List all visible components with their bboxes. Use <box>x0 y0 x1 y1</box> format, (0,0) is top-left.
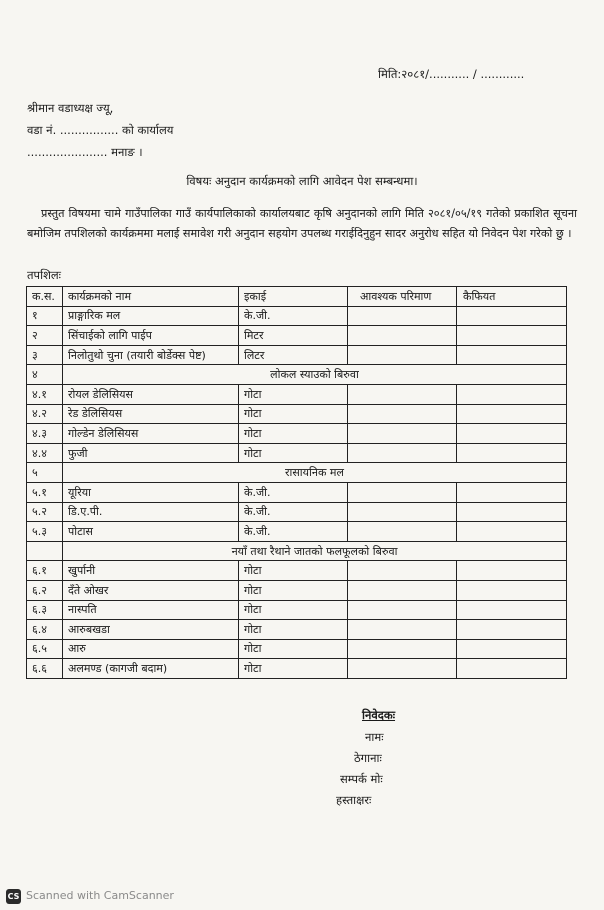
table-row <box>27 522 567 542</box>
cell-program-name: गोल्डेन डेलिसियस <box>63 424 239 444</box>
table-row <box>27 502 567 522</box>
cell-required-quantity <box>348 620 457 640</box>
cell-program-name: खुर्पानी <box>63 561 239 581</box>
cell-unit: के.जी. <box>239 306 348 326</box>
cell-unit: गोटा <box>239 443 348 463</box>
cell-unit: के.जी. <box>239 522 348 542</box>
cell-unit: मिटर <box>239 326 348 346</box>
cell-program-name: आरु <box>63 639 239 659</box>
cell-sn: ६.४ <box>27 620 63 640</box>
cell-unit: गोटा <box>239 561 348 581</box>
camscanner-logo-icon: CS <box>6 889 21 904</box>
cell-required-quantity <box>348 424 457 444</box>
cell-unit: गोटा <box>239 639 348 659</box>
cell-sn: ४.१ <box>27 384 63 404</box>
cell-remarks <box>457 424 567 444</box>
cell-sn: २ <box>27 326 63 346</box>
applicant-signature-label: हस्ताक्षरः <box>336 793 372 807</box>
table-row <box>27 659 567 679</box>
table-row <box>27 404 567 424</box>
cell-required-quantity <box>348 502 457 522</box>
cell-required-quantity <box>348 659 457 679</box>
cell-remarks <box>457 306 567 326</box>
applicant-heading: निवेदकः <box>362 708 396 722</box>
table-row <box>27 600 567 620</box>
cell-sn: ६.२ <box>27 580 63 600</box>
cell-sn: ४.४ <box>27 443 63 463</box>
date-line: मिति:२०८१/........... / ............ <box>378 67 525 81</box>
cell-section-title: नयाँ तथा रैथाने जातको फलफूलको बिरुवा <box>63 541 567 561</box>
subject-line: विषयः अनुदान कार्यक्रमको लागि आवेदन पेश सम्बन्धमा। <box>186 174 418 188</box>
cell-sn: ४.३ <box>27 424 63 444</box>
table-section-row <box>27 541 567 561</box>
cell-program-name: डि.ए.पी. <box>63 502 239 522</box>
table-row <box>27 620 567 640</box>
cell-section-title: रासायनिक मल <box>63 463 567 483</box>
cell-required-quantity <box>348 580 457 600</box>
table-row <box>27 639 567 659</box>
cell-unit: गोटा <box>239 659 348 679</box>
cell-remarks <box>457 482 567 502</box>
cell-sn <box>27 541 63 561</box>
cell-required-quantity <box>348 326 457 346</box>
cell-program-name: रेड डेलिसियस <box>63 404 239 424</box>
cell-remarks <box>457 561 567 581</box>
cell-unit: के.जी. <box>239 502 348 522</box>
cell-remarks <box>457 639 567 659</box>
table-row <box>27 345 567 365</box>
cell-program-name: दँते ओखर <box>63 580 239 600</box>
cell-unit: गोटा <box>239 600 348 620</box>
cell-required-quantity <box>348 306 457 326</box>
cell-program-name: रोयल डेलिसियस <box>63 384 239 404</box>
table-row <box>27 306 567 326</box>
table-row <box>27 561 567 581</box>
table-row <box>27 580 567 600</box>
cell-sn: ५.१ <box>27 482 63 502</box>
cell-program-name: नास्पति <box>63 600 239 620</box>
header-remarks: कैफियत <box>457 287 567 307</box>
table-row <box>27 424 567 444</box>
cell-remarks <box>457 326 567 346</box>
cell-required-quantity <box>348 482 457 502</box>
recipient-title: श्रीमान वडाध्यक्ष ज्यू, <box>27 101 114 115</box>
cell-required-quantity <box>348 522 457 542</box>
cell-unit: गोटा <box>239 404 348 424</box>
cell-section-title: लोकल स्याउको बिरुवा <box>63 365 567 385</box>
cell-required-quantity <box>348 600 457 620</box>
table-body <box>27 306 567 678</box>
table-header-row <box>27 287 567 307</box>
cell-remarks <box>457 659 567 679</box>
camscanner-text: Scanned with CamScanner <box>26 889 174 902</box>
header-unit: इकाई <box>239 287 348 307</box>
cell-unit: गोटा <box>239 384 348 404</box>
cell-required-quantity <box>348 404 457 424</box>
header-sn: क.स. <box>27 287 63 307</box>
details-label: तपशिलः <box>27 268 62 282</box>
recipient-office: वडा नं. ................ को कार्यालय <box>27 123 174 137</box>
cell-unit: गोटा <box>239 580 348 600</box>
cell-sn: ६.१ <box>27 561 63 581</box>
cell-unit: लिटर <box>239 345 348 365</box>
cell-remarks <box>457 600 567 620</box>
cell-sn: ५.३ <box>27 522 63 542</box>
header-program-name: कार्यक्रमको नाम <box>63 287 239 307</box>
table-row <box>27 384 567 404</box>
program-table <box>26 286 567 679</box>
header-required-quantity: आवश्यक परिमाण <box>348 287 457 307</box>
cell-program-name: आरुबखडा <box>63 620 239 640</box>
cell-remarks <box>457 384 567 404</box>
cell-remarks <box>457 345 567 365</box>
cell-sn: ६.६ <box>27 659 63 679</box>
table-row <box>27 443 567 463</box>
cell-required-quantity <box>348 345 457 365</box>
recipient-location: ...................... मनाङ । <box>27 145 143 159</box>
cell-sn: ४.२ <box>27 404 63 424</box>
table-section-row <box>27 365 567 385</box>
applicant-address-label: ठेगानाः <box>354 751 382 765</box>
cell-sn: ५ <box>27 463 63 483</box>
cell-program-name: सिंचाईको लागि पाईप <box>63 326 239 346</box>
cell-program-name: यूरिया <box>63 482 239 502</box>
cell-remarks <box>457 443 567 463</box>
cell-program-name: प्राङ्गारिक मल <box>63 306 239 326</box>
cell-required-quantity <box>348 443 457 463</box>
cell-unit: के.जी. <box>239 482 348 502</box>
cell-remarks <box>457 522 567 542</box>
cell-sn: ५.२ <box>27 502 63 522</box>
table-row <box>27 482 567 502</box>
cell-sn: ३ <box>27 345 63 365</box>
cell-program-name: अलमण्ड (कागजी बदाम) <box>63 659 239 679</box>
applicant-name-label: नामः <box>365 730 384 744</box>
table-section-row <box>27 463 567 483</box>
cell-program-name: पोटास <box>63 522 239 542</box>
cell-required-quantity <box>348 384 457 404</box>
cell-remarks <box>457 580 567 600</box>
body-paragraph: प्रस्तुत विषयमा चामे गाउँपालिका गाउँ कार्यपालिकाको कार्यालयबाट कृषि अनुदानको लागि मिति २०८१/०५/१९ गतेको प्रकाशित सूचना बमोजिम तपशिलको कार्यक्रममा मलाई समावेश गरी अनुदान सहयोग उपलब्ध गराईदिनुहुन सादर अनुरोध सहित यो निवेदन पेश गरेको छु । <box>27 207 577 240</box>
cell-remarks <box>457 620 567 640</box>
cell-unit: गोटा <box>239 424 348 444</box>
applicant-contact-label: सम्पर्क मोः <box>340 772 383 786</box>
cell-unit: गोटा <box>239 620 348 640</box>
cell-program-name: फुजी <box>63 443 239 463</box>
cell-program-name: निलोतुथो चुना (तयारी बोर्डेक्स पेष्ट) <box>63 345 239 365</box>
cell-remarks <box>457 502 567 522</box>
cell-sn: ४ <box>27 365 63 385</box>
table-row <box>27 326 567 346</box>
cell-sn: ६.५ <box>27 639 63 659</box>
cell-sn: १ <box>27 306 63 326</box>
cell-remarks <box>457 404 567 424</box>
camscanner-watermark <box>0 886 604 910</box>
cell-required-quantity <box>348 561 457 581</box>
cell-sn: ६.३ <box>27 600 63 620</box>
cell-required-quantity <box>348 639 457 659</box>
